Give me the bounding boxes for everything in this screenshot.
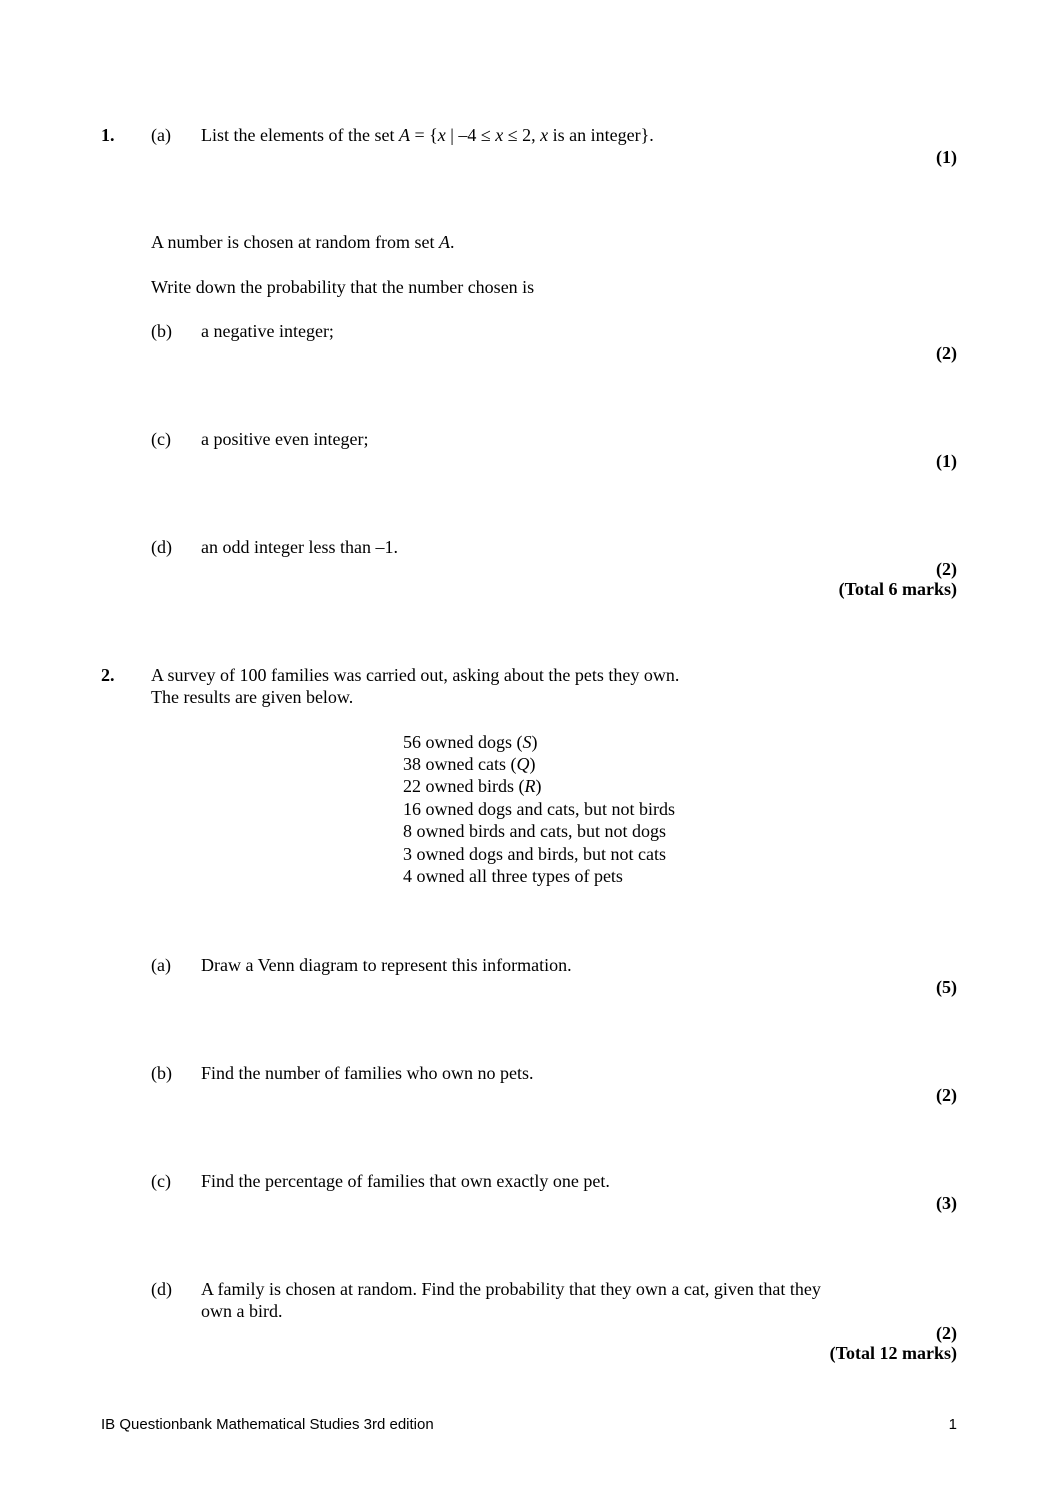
- q2d-marks: (2): [936, 1323, 957, 1343]
- q1-intro-2: Write down the probability that the number chosen is: [151, 277, 535, 297]
- q2-result-5: 8 owned birds and cats, but not dogs: [403, 821, 666, 841]
- q2b-marks: (2): [936, 1085, 957, 1105]
- q1b-text: a negative integer;: [201, 321, 334, 341]
- q1c-marks: (1): [936, 451, 957, 471]
- q1d-label: (d): [151, 537, 172, 557]
- q1a-text: List the elements of the set A = {x | –4 ≤ x ≤ 2, x is an integer}.: [201, 125, 654, 145]
- q2-total-marks: (Total 12 marks): [829, 1343, 957, 1363]
- q2c-marks: (3): [936, 1193, 957, 1213]
- footer-page-number: 1: [948, 1416, 957, 1433]
- q1d-marks: (2): [936, 559, 957, 579]
- q2-result-7: 4 owned all three types of pets: [403, 866, 623, 886]
- q1b-label: (b): [151, 321, 172, 341]
- q2c-label: (c): [151, 1171, 171, 1191]
- question-2-number: 2.: [101, 665, 115, 685]
- q2a-text: Draw a Venn diagram to represent this information.: [201, 955, 572, 975]
- q2a-label: (a): [151, 955, 171, 975]
- q2-result-2: 38 owned cats (Q): [403, 754, 536, 774]
- q2-result-6: 3 owned dogs and birds, but not cats: [403, 844, 666, 864]
- q1c-label: (c): [151, 429, 171, 449]
- q2-intro-line-2: The results are given below.: [151, 687, 354, 707]
- q2b-label: (b): [151, 1063, 172, 1083]
- q1a-label: (a): [151, 125, 171, 145]
- q2b-text: Find the number of families who own no pets.: [201, 1063, 534, 1083]
- q2d-text-line-1: A family is chosen at random. Find the probability that they own a cat, given that they: [201, 1279, 821, 1299]
- q1-total-marks: (Total 6 marks): [838, 579, 957, 599]
- q1d-text: an odd integer less than –1.: [201, 537, 398, 557]
- q1-intro-1: A number is chosen at random from set A.: [151, 232, 455, 252]
- q2-result-4: 16 owned dogs and cats, but not birds: [403, 799, 675, 819]
- q2a-marks: (5): [936, 977, 957, 997]
- q2d-label: (d): [151, 1279, 172, 1299]
- q1c-text: a positive even integer;: [201, 429, 369, 449]
- q2-result-1: 56 owned dogs (S): [403, 732, 538, 752]
- footer-title: IB Questionbank Mathematical Studies 3rd edition: [101, 1416, 434, 1433]
- q1a-marks: (1): [936, 147, 957, 167]
- q2d-text-line-2: own a bird.: [201, 1301, 283, 1321]
- question-1-number: 1.: [101, 125, 115, 145]
- q2-intro-line-1: A survey of 100 families was carried out, asking about the pets they own.: [151, 665, 680, 685]
- q2c-text: Find the percentage of families that own exactly one pet.: [201, 1171, 610, 1191]
- q1b-marks: (2): [936, 343, 957, 363]
- q2-result-3: 22 owned birds (R): [403, 776, 542, 796]
